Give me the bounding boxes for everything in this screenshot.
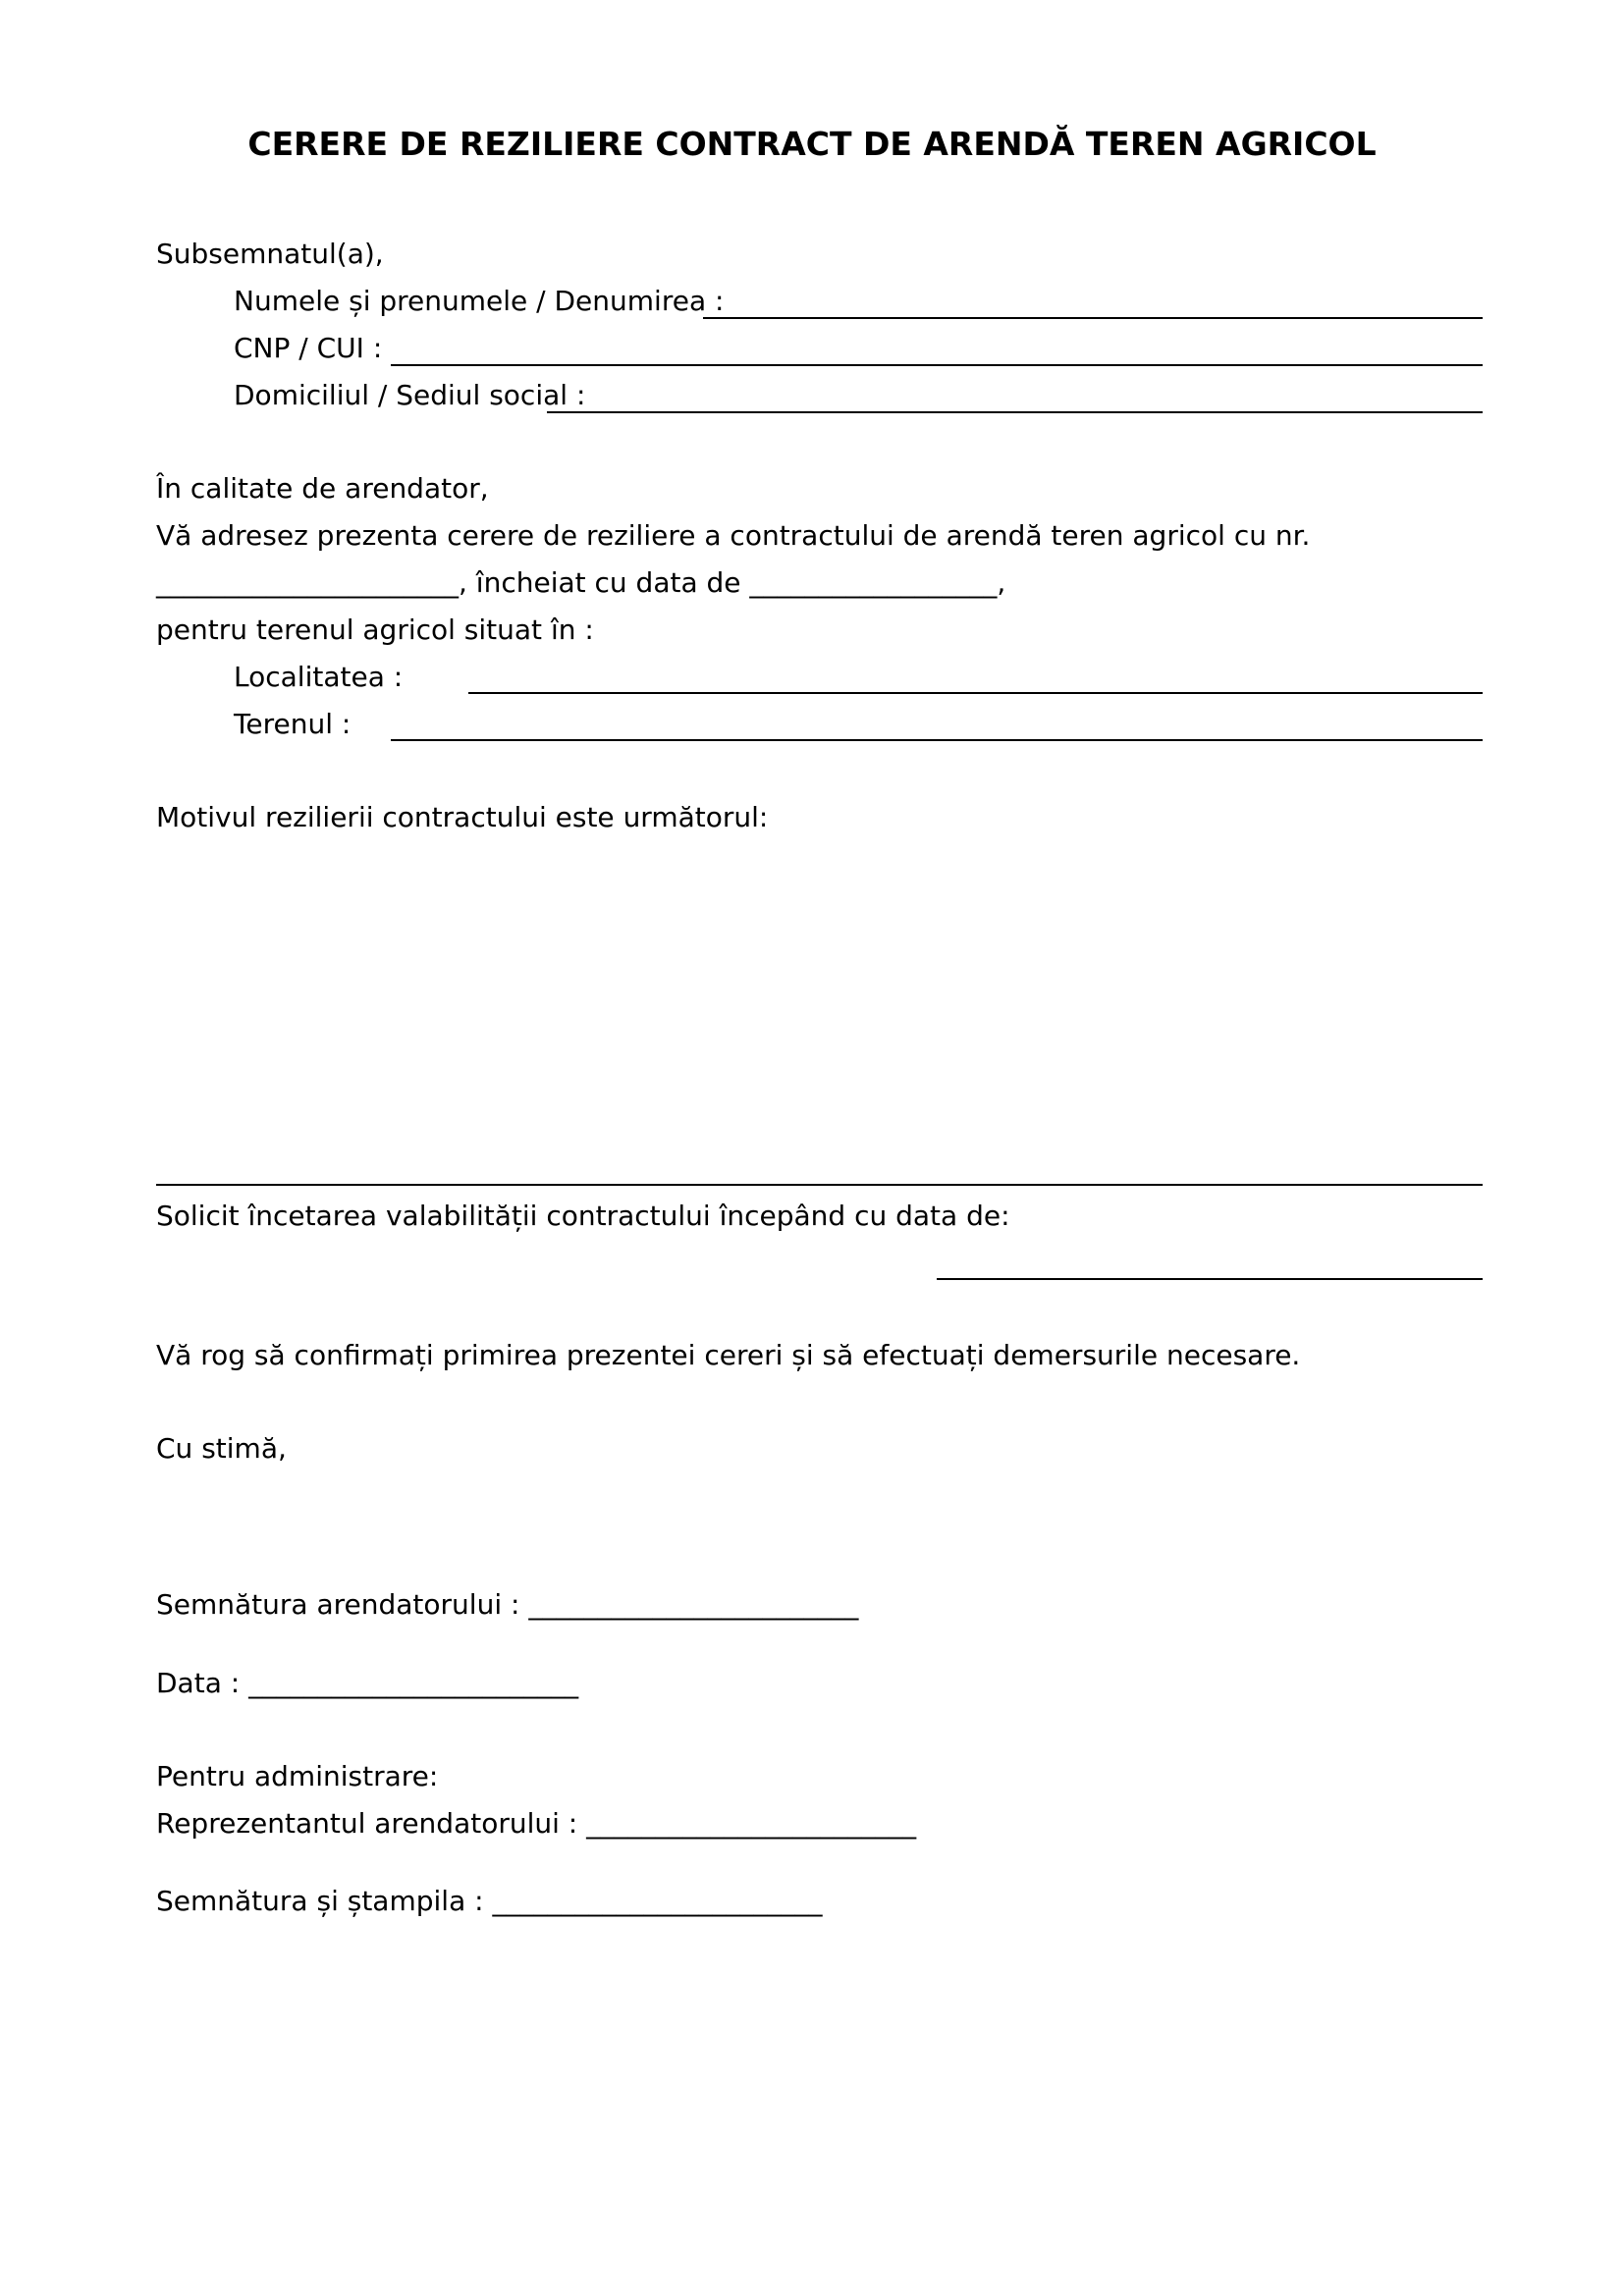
applicant-intro: Subsemnatul(a), <box>156 238 384 270</box>
locality-label: Localitatea : <box>234 661 404 693</box>
land-intro-text: pentru terenul agricol situat în : <box>156 614 594 646</box>
lessor-signature-line[interactable]: Semnătura arendatorului : ________________________ <box>156 1588 859 1621</box>
termination-date-field[interactable] <box>937 1278 1483 1280</box>
reason-field[interactable] <box>156 1184 1483 1186</box>
page-title: CERERE DE REZILIERE CONTRACT DE ARENDĂ TEREN AGRICOL <box>247 125 1377 163</box>
signature-stamp-line[interactable]: Semnătura și ștampila : ________________________ <box>156 1885 823 1917</box>
confirm-text: Vă rog să confirmați primirea prezentei cereri și să efectuați demersurile necesare. <box>156 1339 1301 1371</box>
name-field[interactable] <box>703 317 1483 319</box>
cnp-field[interactable] <box>391 364 1483 366</box>
land-field[interactable] <box>391 739 1483 741</box>
date-line[interactable]: Data : ________________________ <box>156 1667 579 1699</box>
name-label: Numele și prenumele / Denumirea : <box>234 285 725 317</box>
termination-label: Solicit încetarea valabilității contractului începând cu data de: <box>156 1200 1010 1232</box>
regards-text: Cu stimă, <box>156 1432 287 1465</box>
admin-heading: Pentru administrare: <box>156 1760 439 1792</box>
contract-number-date-line[interactable]: ______________________, încheiat cu data de __________________, <box>156 566 1006 599</box>
address-field[interactable] <box>547 411 1483 413</box>
reason-label: Motivul rezilierii contractului este următorul: <box>156 801 769 833</box>
capacity-text: În calitate de arendator, <box>156 472 489 505</box>
statement-text: Vă adresez prezenta cerere de reziliere a contractului de arendă teren agricol cu nr. <box>156 519 1311 552</box>
cnp-label: CNP / CUI : <box>234 332 383 364</box>
locality-field[interactable] <box>468 692 1483 694</box>
representative-line[interactable]: Reprezentantul arendatorului : ________________________ <box>156 1807 917 1840</box>
address-label: Domiciliul / Sediul social : <box>234 379 586 411</box>
land-label: Terenul : <box>234 708 352 740</box>
